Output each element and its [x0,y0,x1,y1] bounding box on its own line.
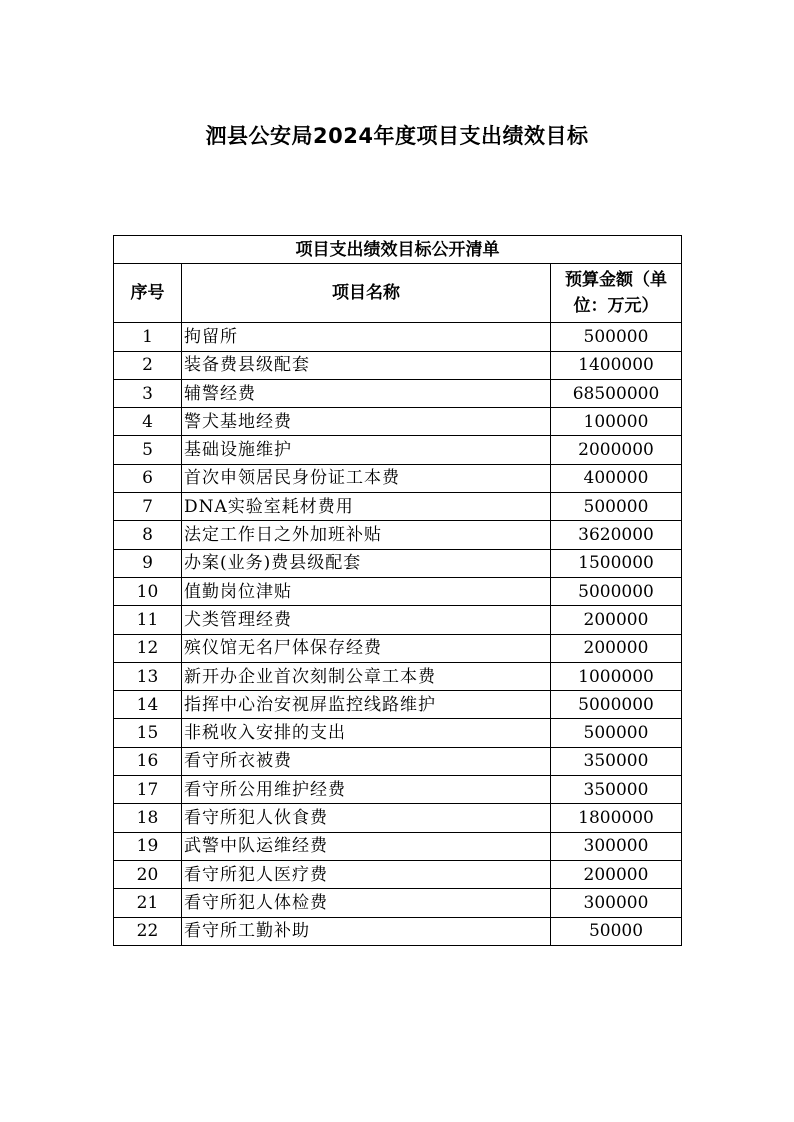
table-row [114,436,682,464]
row-budget-amount: 1400000 [551,351,682,379]
table-row [114,691,682,719]
row-index: 21 [114,889,182,917]
table-row [114,832,682,860]
row-index: 13 [114,662,182,690]
row-project-name: DNA实验室耗材费用 [182,493,551,521]
row-budget-amount: 1500000 [551,549,682,577]
row-budget-amount: 3620000 [551,521,682,549]
table-row [114,776,682,804]
row-index: 22 [114,917,182,945]
table-row [114,860,682,888]
row-budget-amount: 350000 [551,747,682,775]
table-row [114,577,682,605]
row-project-name: 指挥中心治安视屏监控线路维护 [182,691,551,719]
row-budget-amount: 200000 [551,860,682,888]
row-project-name: 犬类管理经费 [182,606,551,634]
table-row [114,549,682,577]
row-index: 7 [114,493,182,521]
row-budget-amount: 300000 [551,832,682,860]
row-project-name: 新开办企业首次刻制公章工本费 [182,662,551,690]
table-row [114,889,682,917]
row-budget-amount: 2000000 [551,436,682,464]
table-caption: 项目支出绩效目标公开清单 [114,236,682,264]
table-row [114,804,682,832]
row-index: 5 [114,436,182,464]
row-index: 11 [114,606,182,634]
row-project-name: 首次申领居民身份证工本费 [182,464,551,492]
row-budget-amount: 5000000 [551,691,682,719]
table-row [114,662,682,690]
row-project-name: 看守所犯人伙食费 [182,804,551,832]
row-index: 8 [114,521,182,549]
row-index: 4 [114,408,182,436]
table-row [114,464,682,492]
row-project-name: 武警中队运维经费 [182,832,551,860]
row-budget-amount: 350000 [551,776,682,804]
table-row [114,606,682,634]
table-row [114,379,682,407]
row-project-name: 基础设施维护 [182,436,551,464]
row-budget-amount: 100000 [551,408,682,436]
row-project-name: 看守所犯人医疗费 [182,860,551,888]
row-budget-amount: 200000 [551,606,682,634]
row-index: 15 [114,719,182,747]
table-row [114,719,682,747]
table-row [114,521,682,549]
row-budget-amount: 5000000 [551,577,682,605]
row-budget-amount: 1800000 [551,804,682,832]
table-row [114,351,682,379]
row-project-name: 看守所犯人体检费 [182,889,551,917]
row-project-name: 殡仪馆无名尸体保存经费 [182,634,551,662]
row-project-name: 拘留所 [182,323,551,351]
row-index: 9 [114,549,182,577]
row-budget-amount: 300000 [551,889,682,917]
column-header-index: 序号 [114,264,182,323]
row-index: 12 [114,634,182,662]
row-budget-amount: 200000 [551,634,682,662]
row-project-name: 办案(业务)费县级配套 [182,549,551,577]
row-index: 19 [114,832,182,860]
row-budget-amount: 68500000 [551,379,682,407]
row-project-name: 看守所衣被费 [182,747,551,775]
table-row [114,408,682,436]
row-project-name: 值勤岗位津贴 [182,577,551,605]
row-index: 18 [114,804,182,832]
row-index: 17 [114,776,182,804]
row-index: 1 [114,323,182,351]
table-row [114,493,682,521]
row-project-name: 辅警经费 [182,379,551,407]
budget-table-body [114,236,682,946]
row-budget-amount: 500000 [551,323,682,351]
row-index: 6 [114,464,182,492]
row-budget-amount: 50000 [551,917,682,945]
row-budget-amount: 500000 [551,493,682,521]
row-index: 10 [114,577,182,605]
row-project-name: 法定工作日之外加班补贴 [182,521,551,549]
row-project-name: 非税收入安排的支出 [182,719,551,747]
table-row [114,634,682,662]
row-index: 3 [114,379,182,407]
row-project-name: 装备费县级配套 [182,351,551,379]
row-index: 16 [114,747,182,775]
row-project-name: 看守所工勤补助 [182,917,551,945]
table-row [114,747,682,775]
table-row [114,917,682,945]
row-budget-amount: 400000 [551,464,682,492]
row-budget-amount: 1000000 [551,662,682,690]
column-header-amount: 预算金额（单位：万元） [551,264,682,323]
row-project-name: 警犬基地经费 [182,408,551,436]
column-header-name: 项目名称 [182,264,551,323]
row-index: 14 [114,691,182,719]
table-header-row [114,264,682,323]
table-row [114,323,682,351]
budget-table [113,235,682,946]
row-index: 2 [114,351,182,379]
row-budget-amount: 500000 [551,719,682,747]
row-project-name: 看守所公用维护经费 [182,776,551,804]
row-index: 20 [114,860,182,888]
table-caption-row [114,236,682,264]
document-title: 泗县公安局2024年度项目支出绩效目标 [205,124,589,148]
